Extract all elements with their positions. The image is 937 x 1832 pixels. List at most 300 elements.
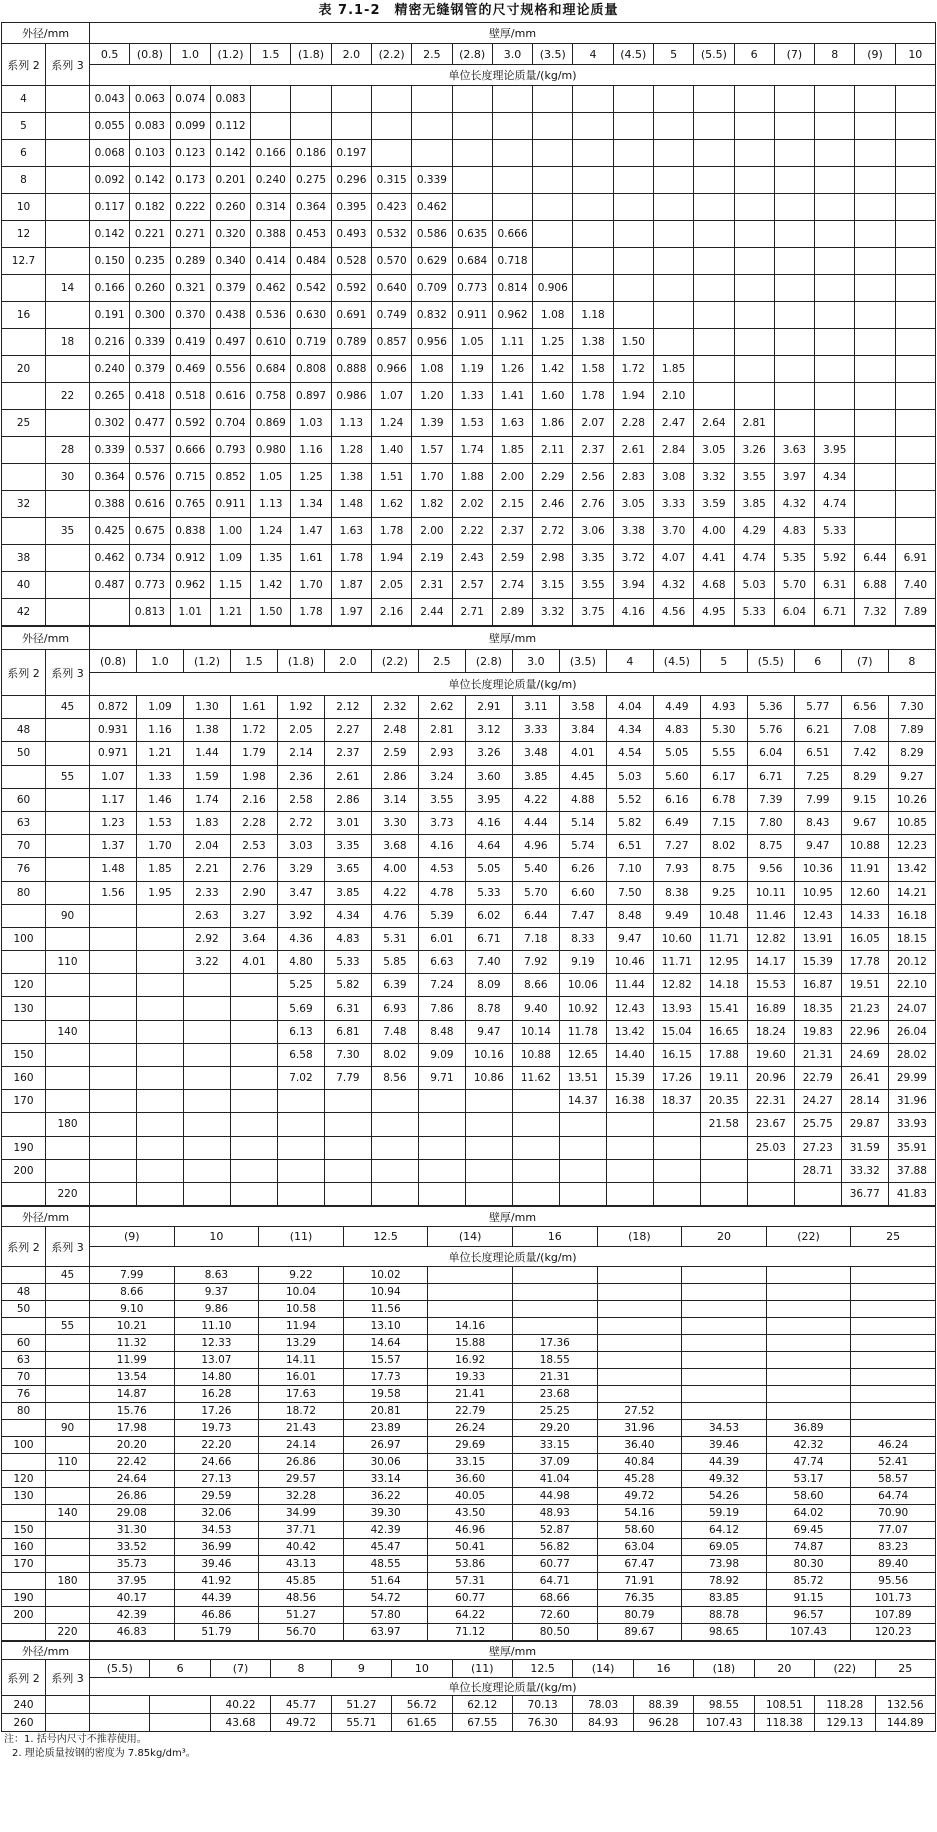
mass-cell [512, 1284, 597, 1301]
table-row [2, 410, 936, 437]
mass-cell: 0.260 [130, 275, 170, 302]
mass-cell: 1.21 [137, 742, 184, 765]
mass-cell [774, 221, 814, 248]
mass-cell: 0.166 [251, 140, 291, 167]
mass-cell: 19.83 [794, 1020, 841, 1043]
series-2-diameter: 60 [2, 788, 46, 811]
series-2-diameter: 150 [2, 1522, 46, 1539]
mass-cell [230, 1113, 277, 1136]
series-2-diameter: 38 [2, 545, 46, 572]
mass-cell: 16.18 [888, 904, 935, 927]
mass-cell: 45.28 [597, 1471, 682, 1488]
mass-cell [895, 194, 935, 221]
mass-cell: 85.72 [766, 1573, 851, 1590]
table-row [2, 464, 936, 491]
mass-cell: 14.16 [428, 1318, 513, 1335]
mass-cell: 3.95 [815, 437, 855, 464]
mass-cell [183, 1136, 230, 1159]
mass-cell: 144.89 [875, 1714, 936, 1732]
mass-cell [895, 356, 935, 383]
mass-cell [851, 1369, 936, 1386]
mass-cell: 2.37 [324, 742, 371, 765]
mass-cell: 96.28 [633, 1714, 693, 1732]
series-2-diameter: 70 [2, 835, 46, 858]
mass-cell [895, 383, 935, 410]
mass-cell: 3.73 [418, 811, 465, 834]
mass-cell: 0.320 [210, 221, 250, 248]
wall-thickness-value: (14) [573, 1660, 633, 1678]
mass-cell [855, 383, 895, 410]
mass-cell: 3.06 [573, 518, 613, 545]
series-3-diameter: 28 [46, 437, 90, 464]
mass-cell: 23.68 [512, 1386, 597, 1403]
table-row [2, 1113, 936, 1136]
series-3-diameter [46, 811, 90, 834]
mass-cell: 0.704 [210, 410, 250, 437]
mass-cell: 0.477 [130, 410, 170, 437]
mass-cell: 13.29 [259, 1335, 344, 1352]
mass-cell: 3.32 [533, 599, 573, 626]
series-3-diameter [46, 1136, 90, 1159]
mass-cell: 3.59 [694, 491, 734, 518]
mass-cell: 70.90 [851, 1505, 936, 1522]
mass-cell: 3.26 [465, 742, 512, 765]
mass-cell: 0.814 [492, 275, 532, 302]
series-2-diameter: 200 [2, 1607, 46, 1624]
mass-cell: 10.85 [888, 811, 935, 834]
series-3-diameter [46, 1714, 90, 1732]
mass-cell: 2.63 [183, 904, 230, 927]
mass-cell: 1.85 [492, 437, 532, 464]
mass-cell: 4.83 [653, 719, 700, 742]
mass-cell: 0.537 [130, 437, 170, 464]
mass-cell: 1.30 [183, 696, 230, 719]
mass-cell: 17.26 [653, 1067, 700, 1090]
mass-cell: 11.62 [512, 1067, 559, 1090]
mass-cell [855, 248, 895, 275]
mass-cell: 7.48 [371, 1020, 418, 1043]
mass-cell [747, 1159, 794, 1182]
mass-cell: 1.95 [137, 881, 184, 904]
mass-cell: 24.64 [90, 1471, 175, 1488]
table-row [2, 302, 936, 329]
mass-cell [766, 1335, 851, 1352]
mass-cell: 24.14 [259, 1437, 344, 1454]
series-3-diameter [46, 858, 90, 881]
mass-cell: 0.666 [492, 221, 532, 248]
mass-cell: 7.32 [855, 599, 895, 626]
series-2-diameter: 170 [2, 1556, 46, 1573]
mass-cell: 5.25 [277, 974, 324, 997]
unit-mass-header: 单位长度理论质量/(kg/m) [90, 1247, 936, 1267]
mass-cell: 0.314 [251, 194, 291, 221]
table-row [2, 113, 936, 140]
mass-cell: 5.92 [815, 545, 855, 572]
series-2-diameter [2, 904, 46, 927]
mass-cell [465, 1113, 512, 1136]
mass-cell: 1.38 [331, 464, 371, 491]
mass-cell: 6.71 [465, 927, 512, 950]
mass-cell: 67.55 [452, 1714, 512, 1732]
mass-cell: 69.45 [766, 1522, 851, 1539]
series-3-diameter [46, 1043, 90, 1066]
mass-cell [694, 383, 734, 410]
mass-cell: 11.56 [343, 1301, 428, 1318]
table-row [2, 835, 936, 858]
mass-cell [291, 113, 331, 140]
mass-cell [137, 997, 184, 1020]
mass-cell: 4.76 [371, 904, 418, 927]
mass-cell [230, 1090, 277, 1113]
mass-cell: 8.02 [371, 1043, 418, 1066]
mass-cell [183, 1113, 230, 1136]
mass-cell: 1.59 [183, 765, 230, 788]
mass-cell [465, 1090, 512, 1113]
series-2-diameter: 160 [2, 1539, 46, 1556]
series-2-diameter: 48 [2, 719, 46, 742]
unit-mass-header: 单位长度理论质量/(kg/m) [90, 65, 936, 86]
mass-cell [533, 194, 573, 221]
mass-cell: 3.94 [613, 572, 653, 599]
mass-cell: 19.73 [174, 1420, 259, 1437]
mass-cell: 6.13 [277, 1020, 324, 1043]
mass-cell: 0.414 [251, 248, 291, 275]
mass-cell: 0.150 [90, 248, 130, 275]
mass-cell: 1.48 [90, 858, 137, 881]
mass-cell: 1.42 [533, 356, 573, 383]
mass-cell: 2.15 [492, 491, 532, 518]
mass-cell [895, 410, 935, 437]
mass-cell: 63.97 [343, 1624, 428, 1641]
mass-cell: 5.55 [700, 742, 747, 765]
mass-cell: 1.70 [137, 835, 184, 858]
series-2-diameter [2, 383, 46, 410]
series-2-diameter: 120 [2, 1471, 46, 1488]
series-2-diameter: 260 [2, 1714, 46, 1732]
mass-cell [90, 974, 137, 997]
mass-cell: 51.64 [343, 1573, 428, 1590]
mass-cell: 11.71 [653, 951, 700, 974]
mass-cell: 54.16 [597, 1505, 682, 1522]
mass-cell: 1.58 [573, 356, 613, 383]
mass-cell: 89.40 [851, 1556, 936, 1573]
mass-cell: 10.11 [747, 881, 794, 904]
mass-cell: 16.87 [794, 974, 841, 997]
mass-cell: 1.46 [137, 788, 184, 811]
mass-cell: 88.78 [682, 1607, 767, 1624]
series-2-diameter: 150 [2, 1043, 46, 1066]
mass-cell: 10.95 [794, 881, 841, 904]
mass-cell: 1.63 [331, 518, 371, 545]
mass-cell [700, 1136, 747, 1159]
mass-cell: 7.99 [794, 788, 841, 811]
wall-thickness-value: 25 [851, 1227, 936, 1247]
mass-cell [331, 86, 371, 113]
wall-thickness-value: (5.5) [90, 1660, 150, 1678]
mass-cell [747, 1182, 794, 1205]
mass-cell: 49.32 [682, 1471, 767, 1488]
mass-cell: 0.793 [210, 437, 250, 464]
mass-cell [277, 1090, 324, 1113]
mass-cell: 0.068 [90, 140, 130, 167]
mass-cell: 6.58 [277, 1043, 324, 1066]
mass-cell: 0.340 [210, 248, 250, 275]
mass-cell [90, 1159, 137, 1182]
mass-cell: 118.38 [754, 1714, 814, 1732]
mass-cell: 13.42 [888, 858, 935, 881]
wall-thickness-value: 5 [700, 650, 747, 673]
mass-cell: 19.51 [841, 974, 888, 997]
wall-thickness-value: (3.5) [559, 650, 606, 673]
mass-cell: 0.956 [412, 329, 452, 356]
mass-cell: 3.26 [734, 437, 774, 464]
mass-cell: 20.20 [90, 1437, 175, 1454]
table-row [2, 356, 936, 383]
mass-cell: 8.29 [841, 765, 888, 788]
series-3-diameter: 30 [46, 464, 90, 491]
mass-cell: 1.05 [251, 464, 291, 491]
mass-cell: 10.92 [559, 997, 606, 1020]
mass-cell: 2.76 [230, 858, 277, 881]
mass-cell: 62.12 [452, 1696, 512, 1714]
mass-cell: 5.33 [734, 599, 774, 626]
mass-cell: 2.64 [694, 410, 734, 437]
mass-cell: 0.869 [251, 410, 291, 437]
mass-cell: 1.70 [412, 464, 452, 491]
mass-cell [855, 302, 895, 329]
mass-cell [512, 1136, 559, 1159]
mass-cell: 10.02 [343, 1267, 428, 1284]
mass-cell: 1.24 [251, 518, 291, 545]
mass-cell [324, 1159, 371, 1182]
mass-cell: 0.897 [291, 383, 331, 410]
series-3-diameter [46, 1352, 90, 1369]
mass-cell [418, 1159, 465, 1182]
mass-cell: 0.592 [331, 275, 371, 302]
mass-cell: 11.78 [559, 1020, 606, 1043]
mass-cell [774, 356, 814, 383]
mass-cell: 51.79 [174, 1624, 259, 1641]
mass-cell: 1.16 [291, 437, 331, 464]
series-3-diameter [46, 742, 90, 765]
mass-cell: 5.33 [815, 518, 855, 545]
mass-cell: 6.01 [418, 927, 465, 950]
mass-cell: 7.30 [888, 696, 935, 719]
mass-cell: 69.05 [682, 1539, 767, 1556]
mass-cell: 0.719 [291, 329, 331, 356]
mass-cell: 16.65 [700, 1020, 747, 1043]
mass-cell: 9.71 [418, 1067, 465, 1090]
series-2-diameter [2, 1267, 46, 1284]
mass-cell [324, 1136, 371, 1159]
mass-cell: 36.40 [597, 1437, 682, 1454]
mass-cell: 37.71 [259, 1522, 344, 1539]
series-2-diameter [2, 1505, 46, 1522]
mass-cell [465, 1182, 512, 1205]
mass-cell [291, 86, 331, 113]
mass-cell: 2.16 [371, 599, 411, 626]
mass-cell: 2.05 [371, 572, 411, 599]
mass-cell: 3.60 [465, 765, 512, 788]
mass-cell: 13.10 [343, 1318, 428, 1335]
wall-thickness-value: (2.2) [371, 650, 418, 673]
mass-cell [653, 1113, 700, 1136]
mass-cell: 0.296 [331, 167, 371, 194]
mass-cell: 42.39 [343, 1522, 428, 1539]
series-3-diameter [46, 881, 90, 904]
mass-cell: 34.53 [682, 1420, 767, 1437]
mass-cell: 1.35 [251, 545, 291, 572]
mass-cell: 64.74 [851, 1488, 936, 1505]
mass-cell: 5.74 [559, 835, 606, 858]
mass-cell: 9.47 [794, 835, 841, 858]
mass-cell: 5.31 [371, 927, 418, 950]
mass-cell [694, 86, 734, 113]
mass-cell: 0.789 [331, 329, 371, 356]
table-row [2, 1182, 936, 1205]
mass-cell: 2.37 [492, 518, 532, 545]
wall-thickness-value: (7) [774, 44, 814, 65]
mass-cell: 6.26 [559, 858, 606, 881]
table-row [2, 1556, 936, 1573]
mass-cell: 4.22 [512, 788, 559, 811]
wall-thickness-value: 2.5 [418, 650, 465, 673]
mass-cell [851, 1318, 936, 1335]
mass-cell: 2.58 [277, 788, 324, 811]
mass-cell: 0.453 [291, 221, 331, 248]
mass-cell: 2.62 [418, 696, 465, 719]
mass-cell: 0.418 [130, 383, 170, 410]
series-2-diameter [2, 765, 46, 788]
mass-cell: 7.99 [90, 1267, 175, 1284]
mass-cell: 132.56 [875, 1696, 936, 1714]
outer-diameter-header: 外径/mm [2, 1207, 90, 1227]
mass-cell [653, 140, 693, 167]
mass-cell [734, 383, 774, 410]
table-row [2, 1159, 936, 1182]
mass-cell [766, 1301, 851, 1318]
mass-cell [371, 1182, 418, 1205]
mass-cell [137, 1020, 184, 1043]
mass-cell [412, 113, 452, 140]
mass-cell: 19.11 [700, 1067, 747, 1090]
series-2-diameter: 240 [2, 1696, 46, 1714]
mass-cell [734, 275, 774, 302]
mass-cell: 0.275 [291, 167, 331, 194]
mass-cell: 42.32 [766, 1437, 851, 1454]
wall-thickness-value: 8 [271, 1660, 331, 1678]
mass-cell: 0.055 [90, 113, 130, 140]
table-row [2, 1714, 936, 1732]
series-2-diameter [2, 275, 46, 302]
series-2-diameter: 100 [2, 1437, 46, 1454]
mass-cell [597, 1352, 682, 1369]
series-3-diameter [46, 1590, 90, 1607]
mass-cell: 9.09 [418, 1043, 465, 1066]
mass-cell [700, 1159, 747, 1182]
mass-cell: 2.43 [452, 545, 492, 572]
wall-thickness-value: (1.2) [183, 650, 230, 673]
mass-cell: 10.21 [90, 1318, 175, 1335]
mass-cell: 77.07 [851, 1522, 936, 1539]
mass-cell: 13.07 [174, 1352, 259, 1369]
mass-cell: 2.00 [492, 464, 532, 491]
mass-cell [774, 248, 814, 275]
mass-cell [90, 927, 137, 950]
mass-cell: 2.56 [573, 464, 613, 491]
mass-cell: 0.462 [90, 545, 130, 572]
mass-cell: 5.70 [512, 881, 559, 904]
mass-cell [694, 356, 734, 383]
mass-cell: 3.72 [613, 545, 653, 572]
mass-cell: 5.30 [700, 719, 747, 742]
mass-cell [371, 1090, 418, 1113]
mass-cell [895, 113, 935, 140]
mass-cell [183, 1159, 230, 1182]
mass-cell: 3.05 [613, 491, 653, 518]
series-3-diameter: 90 [46, 1420, 90, 1437]
mass-cell: 2.91 [465, 696, 512, 719]
mass-cell [734, 356, 774, 383]
mass-cell: 8.33 [559, 927, 606, 950]
wall-thickness-header: 壁厚/mm [90, 627, 936, 650]
mass-cell: 60.77 [428, 1590, 513, 1607]
mass-cell [324, 1090, 371, 1113]
table-row [2, 275, 936, 302]
mass-cell [694, 140, 734, 167]
mass-cell: 1.19 [452, 356, 492, 383]
mass-cell: 1.25 [291, 464, 331, 491]
mass-cell: 13.91 [794, 927, 841, 950]
mass-cell: 1.53 [452, 410, 492, 437]
wall-thickness-value: 12.5 [343, 1227, 428, 1247]
wall-thickness-value: 10 [174, 1227, 259, 1247]
mass-cell: 0.484 [291, 248, 331, 275]
mass-cell [573, 248, 613, 275]
mass-cell: 6.44 [512, 904, 559, 927]
mass-cell: 37.88 [888, 1159, 935, 1182]
mass-cell: 2.53 [230, 835, 277, 858]
mass-cell: 0.265 [90, 383, 130, 410]
mass-cell: 42.39 [90, 1607, 175, 1624]
mass-cell: 2.93 [418, 742, 465, 765]
mass-cell: 0.063 [130, 86, 170, 113]
unit-mass-header: 单位长度理论质量/(kg/m) [90, 673, 936, 696]
mass-cell: 1.13 [331, 410, 371, 437]
mass-cell: 4.95 [694, 599, 734, 626]
mass-cell: 33.93 [888, 1113, 935, 1136]
mass-cell: 0.142 [130, 167, 170, 194]
mass-cell: 10.36 [794, 858, 841, 881]
mass-cell [90, 1090, 137, 1113]
table-row [2, 696, 936, 719]
mass-cell: 0.691 [331, 302, 371, 329]
wall-thickness-value: 1.0 [170, 44, 210, 65]
mass-cell: 14.37 [559, 1090, 606, 1113]
series-2-diameter [2, 329, 46, 356]
mass-cell: 7.42 [841, 742, 888, 765]
series-3-diameter [46, 1335, 90, 1352]
wall-thickness-value: 1.5 [230, 650, 277, 673]
mass-cell: 3.55 [573, 572, 613, 599]
mass-cell [183, 1182, 230, 1205]
mass-cell: 44.98 [512, 1488, 597, 1505]
wall-thickness-value: 5 [653, 44, 693, 65]
mass-cell [324, 1182, 371, 1205]
mass-cell: 0.388 [251, 221, 291, 248]
series-3-diameter [46, 1159, 90, 1182]
mass-cell [230, 1159, 277, 1182]
